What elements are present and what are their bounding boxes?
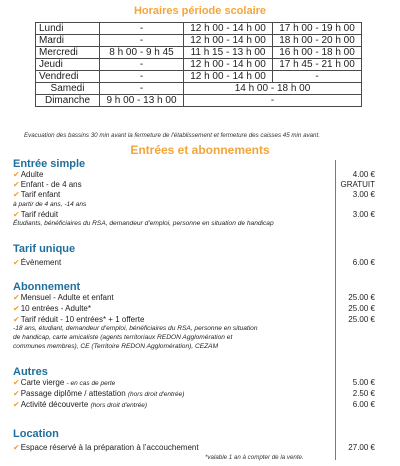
price-value: 5.00 € — [352, 378, 375, 387]
price-label — [13, 315, 144, 325]
price-value: 25.00 € — [348, 293, 375, 302]
label-text: Enfant - de 4 ans — [20, 180, 82, 189]
price-label — [13, 304, 91, 314]
label-text: Activité découverte — [20, 400, 89, 409]
time-cell: 17 h 45 - 21 h 00 — [273, 59, 362, 71]
price-value: 3.00 € — [352, 190, 375, 199]
schedule-row — [36, 83, 362, 95]
label-text: Évènement — [20, 258, 62, 267]
price-label — [13, 389, 184, 400]
day-cell: Mercredi — [36, 47, 100, 59]
tarif-reduit-condition: Étudiants, bénéficiaires du RSA, demandeur d’emploi, personne en situation de handicap — [13, 220, 274, 227]
section-tarif-unique: Tarif unique — [13, 243, 76, 255]
time-cell: 18 h 00 - 20 h 00 — [273, 35, 362, 47]
check-icon: ✔ — [13, 258, 20, 267]
schedule-row — [36, 71, 362, 83]
price-value: 3.00 € — [352, 210, 375, 219]
schedule-table — [35, 22, 362, 107]
time-cell: - — [100, 83, 184, 95]
time-cell: 9 h 00 - 13 h 00 — [100, 95, 184, 107]
time-cell: - — [100, 59, 184, 71]
price-label — [13, 170, 43, 180]
time-cell: 8 h 00 - 9 h 45 — [100, 47, 184, 59]
schedule-row — [36, 59, 362, 71]
price-label — [13, 443, 199, 453]
label-text: Mensuel - Adulte et enfant — [20, 293, 114, 302]
price-value: GRATUIT — [340, 180, 375, 189]
footnote: *valable 1 an à compter de la vente. — [205, 454, 304, 461]
price-value: 25.00 € — [348, 304, 375, 313]
day-cell: Vendredi — [36, 71, 100, 83]
check-icon: ✔ — [13, 210, 20, 219]
abonnement-condition-line: -18 ans, étudiant, demandeur d’emploi, bénéficiaires du RSA, personne en situation — [13, 325, 258, 332]
time-cell: - — [100, 35, 184, 47]
price-label — [13, 258, 61, 268]
schedule-row — [36, 95, 362, 107]
schedule-title: Horaires période scolaire — [133, 5, 267, 17]
label-detail: (hors droit d'entrée) — [127, 391, 185, 398]
label-text: Tarif réduit — [20, 210, 59, 219]
price-value: 6.00 € — [352, 258, 375, 267]
day-cell: Dimanche — [36, 95, 100, 107]
time-cell: 12 h 00 - 14 h 00 — [184, 71, 273, 83]
check-icon: ✔ — [13, 304, 20, 313]
time-cell: - — [100, 71, 184, 83]
time-cell: 16 h 00 - 18 h 00 — [273, 47, 362, 59]
day-cell: Samedi — [36, 83, 100, 95]
schedule-row — [36, 23, 362, 35]
time-cell: - — [184, 95, 362, 107]
label-detail: - en cas de perte — [66, 380, 116, 387]
time-cell: 12 h 00 - 14 h 00 — [184, 23, 273, 35]
section-entree-simple: Entrée simple — [13, 158, 86, 170]
check-icon: ✔ — [13, 389, 20, 398]
price-label — [13, 400, 147, 411]
check-icon: ✔ — [13, 443, 20, 452]
check-icon: ✔ — [13, 400, 20, 409]
day-cell: Mardi — [36, 35, 100, 47]
check-icon: ✔ — [13, 190, 20, 199]
price-value: 25.00 € — [348, 315, 375, 324]
label-text: Passage diplôme / attestation — [20, 389, 126, 398]
section-abonnement: Abonnement — [13, 281, 81, 293]
label-detail: (hors droit d'entrée) — [90, 402, 148, 409]
check-icon: ✔ — [13, 315, 20, 324]
time-cell: 12 h 00 - 14 h 00 — [184, 35, 273, 47]
tarifs-title: Entrées et abonnements — [130, 143, 270, 157]
label-text: Tarif réduit - 10 entrées* + 1 offerte — [20, 315, 145, 324]
label-text: Espace réservé à la préparation à l’accouchement — [20, 443, 199, 452]
price-label — [13, 190, 60, 200]
price-value: 6.00 € — [352, 400, 375, 409]
label-text: Tarif enfant — [20, 190, 61, 199]
price-label — [13, 210, 58, 220]
price-value: 27.00 € — [348, 443, 375, 452]
time-cell: 11 h 15 - 13 h 00 — [184, 47, 273, 59]
price-value: 2.50 € — [352, 389, 375, 398]
evacuation-note: Evacuation des bassins 30 min avant la fermeture de l'établissement et fermeture des caisses 45 min avant. — [24, 132, 320, 139]
check-icon: ✔ — [13, 293, 20, 302]
time-cell: - — [100, 23, 184, 35]
tarif-enfant-condition: à partir de 4 ans, -14 ans — [13, 201, 87, 208]
label-text: Adulte — [20, 170, 44, 179]
abonnement-condition-line: communes membres), CE (Territoire REDON Agglomération), CEZAM — [13, 343, 219, 350]
day-cell: Lundi — [36, 23, 100, 35]
day-cell: Jeudi — [36, 59, 100, 71]
abonnement-condition-line: de handicap, carte amicaliste (agents territoriaux REDON Agglomération et — [13, 334, 233, 341]
price-value: 4.00 € — [352, 170, 375, 179]
price-label — [13, 180, 82, 190]
time-cell: 17 h 00 - 19 h 00 — [273, 23, 362, 35]
time-cell: - — [273, 71, 362, 83]
price-label — [13, 293, 114, 303]
time-cell: 12 h 00 - 14 h 00 — [184, 59, 273, 71]
schedule-row — [36, 35, 362, 47]
time-cell: 14 h 00 - 18 h 00 — [184, 83, 362, 95]
check-icon: ✔ — [13, 180, 20, 189]
section-location: Location — [13, 428, 59, 440]
check-icon: ✔ — [13, 378, 20, 387]
section-autres: Autres — [13, 366, 48, 378]
label-text: Carte vierge — [20, 378, 65, 387]
schedule-row — [36, 47, 362, 59]
price-label — [13, 378, 115, 389]
check-icon: ✔ — [13, 170, 20, 179]
label-text: 10 entrées - Adulte* — [20, 304, 91, 313]
